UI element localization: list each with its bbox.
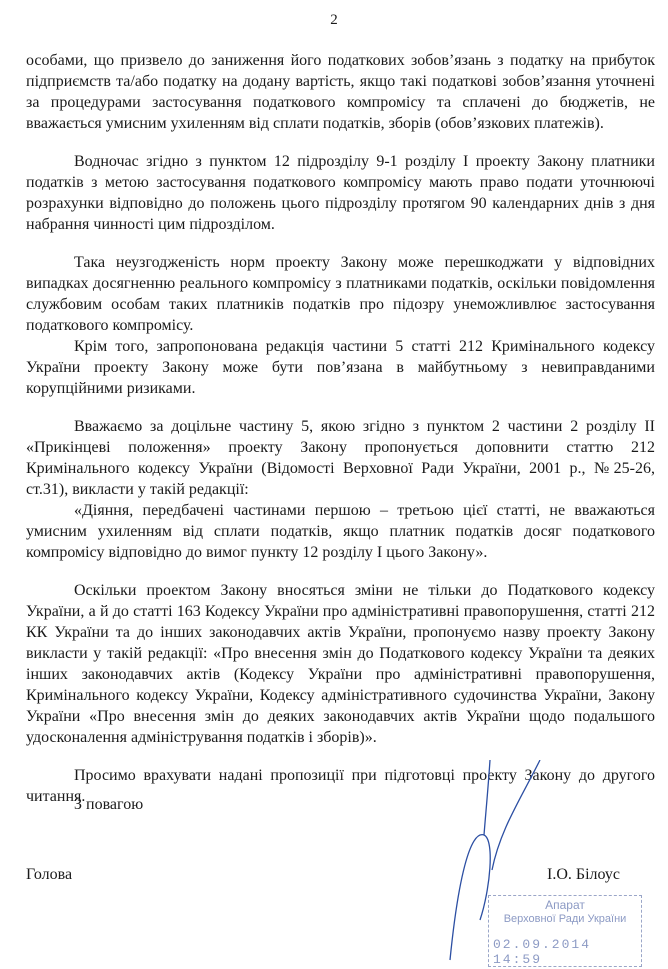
letter-body [26, 50, 655, 807]
paragraph: Просимо врахувати надані пропозиції при підготовці проекту Закону до другого читання. [26, 767, 655, 805]
paragraph: Вважаємо за доцільне частину 5, якою згідно з пунктом 2 частини 2 розділу ІІ «Прикінцеві положення» проекту Закону пропонується доповнити статтю 212 Кримінального кодексу України (Відомості Верховної Ради України, 2001 р., №25-26, ст.31), викласти у такій редакції: [26, 418, 655, 498]
page-number: 2 [330, 12, 338, 28]
paragraph: особами, що призвело до заниження його податкових зобов’язань з податку на прибуток підприємств та/або податку на додану вартість, якщо такі податкові зобов’язання уточнені за процедурами застосування податкового компромісу та сплачені до бюджетів, не вважається умисним ухиленням від сплати податків, зборів (обов’язкових платежів). [26, 52, 655, 132]
signatory-name: І.О. Білоус [547, 866, 620, 883]
stamp-line-1: Апарат [545, 898, 585, 912]
registration-stamp [488, 895, 642, 967]
closing: З повагою [74, 796, 144, 813]
paragraph: Крім того, запропонована редакція частини 5 статті 212 Кримінального кодексу України проекту Закону може бути пов’язана в майбутньому з невиправданими корупційними ризиками. [26, 338, 655, 397]
signatory-title: Голова [26, 866, 73, 883]
paragraph: Така неузгодженість норм проекту Закону може перешкоджати у відповідних випадках досягненню реального компромісу з платниками податків, оскільки повідомлення службовим особам таких платників податків про підозру унеможливлює застосування податкового компромісу. [26, 254, 655, 334]
stamp-datetime: 02.09.2014 14:59 [493, 937, 592, 967]
paragraph: Водночас згідно з пунктом 12 підрозділу 9-1 розділу І проекту Закону платники податків з метою застосування податкового компромісу мають право подати уточнюючі розрахунки відповідно до положень цього підрозділу протягом 90 календарних днів з дня набрання чинності цим підрозділом. [26, 153, 655, 233]
quoted-paragraph: «Діяння, передбачені частинами першою – третьою цієї статті, не вважаються умисним ухиленням від сплати податків, якщо платник податків досяг податкового компромісу відповідно до вимог пункту 12 розділу І цього Закону». [26, 502, 655, 561]
stamp-line-2: Верховної Ради України [503, 913, 627, 925]
paragraph: Оскільки проектом Закону вносяться зміни не тільки до Податкового кодексу України, а й до статті 163 Кодексу України про адміністративні правопорушення, статті 212 КК України та до інших законодавчих актів України, пропонуємо назву проекту Закону викласти у такій редакції: «Про внесення змін до Податкового кодексу України та деяких інших законодавчих актів (Кодексу України про адміністративні правопорушення, Кримінального кодексу України, Кодексу адміністративного судочинства України, Закону України «Про внесення змін до деяких законодавчих актів України щодо подальшого удосконалення адміністрування податків і зборів)». [26, 582, 655, 746]
